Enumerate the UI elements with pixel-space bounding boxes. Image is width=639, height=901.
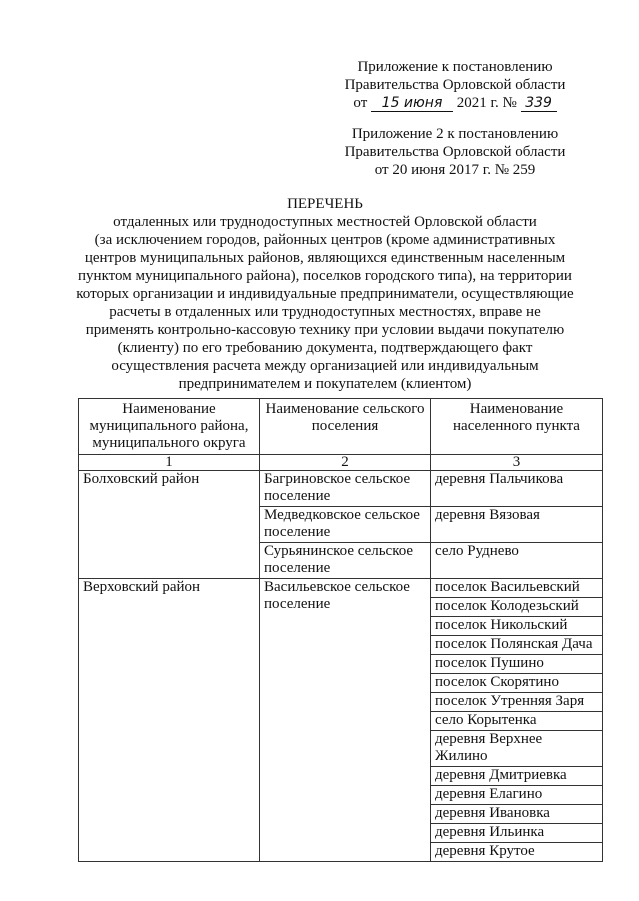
title-line: отдаленных или труднодоступных местностей Орловской области bbox=[113, 214, 537, 230]
place-cell: деревня Верхнее Жилино bbox=[431, 731, 603, 767]
appendix-2-header bbox=[300, 125, 610, 179]
place-cell: деревня Дмитриевка bbox=[431, 767, 603, 786]
title-line: (клиенту) по его требованию документа, подтверждающего факт bbox=[117, 340, 533, 356]
place-cell: деревня Ильинка bbox=[431, 824, 603, 843]
appendix-date-line bbox=[300, 94, 610, 112]
appendix-header bbox=[300, 58, 610, 112]
settlement-cell: Медведковское сельское поселение bbox=[260, 507, 431, 543]
column-number: 1 bbox=[79, 455, 260, 471]
handwritten-number: 339 bbox=[521, 96, 557, 112]
column-number: 2 bbox=[260, 455, 431, 471]
appendix-line: Приложение 2 к постановлению bbox=[351, 126, 559, 142]
table-header-row bbox=[79, 399, 603, 455]
settlement-cell: Сурьянинское сельское поселение bbox=[260, 543, 431, 579]
title-line: предпринимателем и покупателем (клиентом) bbox=[178, 376, 472, 392]
column-number: 3 bbox=[431, 455, 603, 471]
settlement-cell: Васильевское сельское поселение bbox=[260, 579, 431, 862]
place-cell: деревня Крутое bbox=[431, 843, 603, 862]
place-cell: поселок Утренняя Заря bbox=[431, 693, 603, 712]
place-cell: поселок Полянская Дача bbox=[431, 636, 603, 655]
table-row bbox=[79, 471, 603, 507]
appendix-line: Правительства Орловской области bbox=[344, 77, 566, 93]
title-line: пунктом муниципального района), поселков городского типа), на территории bbox=[78, 268, 572, 284]
district-cell: Верховский район bbox=[79, 579, 260, 862]
title-line: центров муниципальных районов, являющихся единственным населенным bbox=[84, 250, 566, 266]
place-cell: поселок Васильевский bbox=[431, 579, 603, 598]
place-cell: деревня Елагино bbox=[431, 786, 603, 805]
title-line: расчеты в отдаленных или труднодоступных местностях, вправе не bbox=[109, 304, 541, 320]
appendix-line: Правительства Орловской области bbox=[344, 144, 566, 160]
place-cell: село Корытенка bbox=[431, 712, 603, 731]
place-cell: поселок Никольский bbox=[431, 617, 603, 636]
table-row bbox=[79, 579, 603, 598]
locations-table bbox=[78, 398, 603, 862]
title-body bbox=[40, 213, 610, 393]
appendix-line: Приложение к постановлению bbox=[357, 59, 553, 75]
settlement-cell: Багриновское сельское поселение bbox=[260, 471, 431, 507]
place-cell: деревня Ивановка bbox=[431, 805, 603, 824]
title-line: осуществления расчета между организацией или индивидуальным bbox=[111, 358, 539, 374]
date-prefix: от bbox=[353, 95, 368, 111]
column-number-row bbox=[79, 455, 603, 471]
handwritten-date: 15 июня bbox=[371, 96, 453, 112]
place-cell: село Руднево bbox=[431, 543, 603, 579]
document-title bbox=[40, 195, 610, 393]
column-header: Наименование населенного пункта bbox=[431, 399, 603, 455]
column-header: Наименование муниципального района, муниципального округа bbox=[79, 399, 260, 455]
district-cell: Болховский район bbox=[79, 471, 260, 579]
place-cell: деревня Пальчикова bbox=[431, 471, 603, 507]
place-cell: деревня Вязовая bbox=[431, 507, 603, 543]
place-cell: поселок Пушино bbox=[431, 655, 603, 674]
appendix-line: от 20 июня 2017 г. № 259 bbox=[374, 162, 536, 178]
place-cell: поселок Колодезьский bbox=[431, 598, 603, 617]
title-line: которых организации и индивидуальные предприниматели, осуществляющие bbox=[76, 286, 574, 302]
place-cell: поселок Скорятино bbox=[431, 674, 603, 693]
year-number-label: 2021 г. № bbox=[456, 95, 517, 111]
table-body bbox=[79, 471, 603, 862]
column-header: Наименование сельского поселения bbox=[260, 399, 431, 455]
title-heading: ПЕРЕЧЕНЬ bbox=[287, 196, 363, 212]
title-line: (за исключением городов, районных центров (кроме административных bbox=[94, 232, 556, 248]
title-line: применять контрольно-кассовую технику при условии выдачи покупателю bbox=[85, 322, 565, 338]
